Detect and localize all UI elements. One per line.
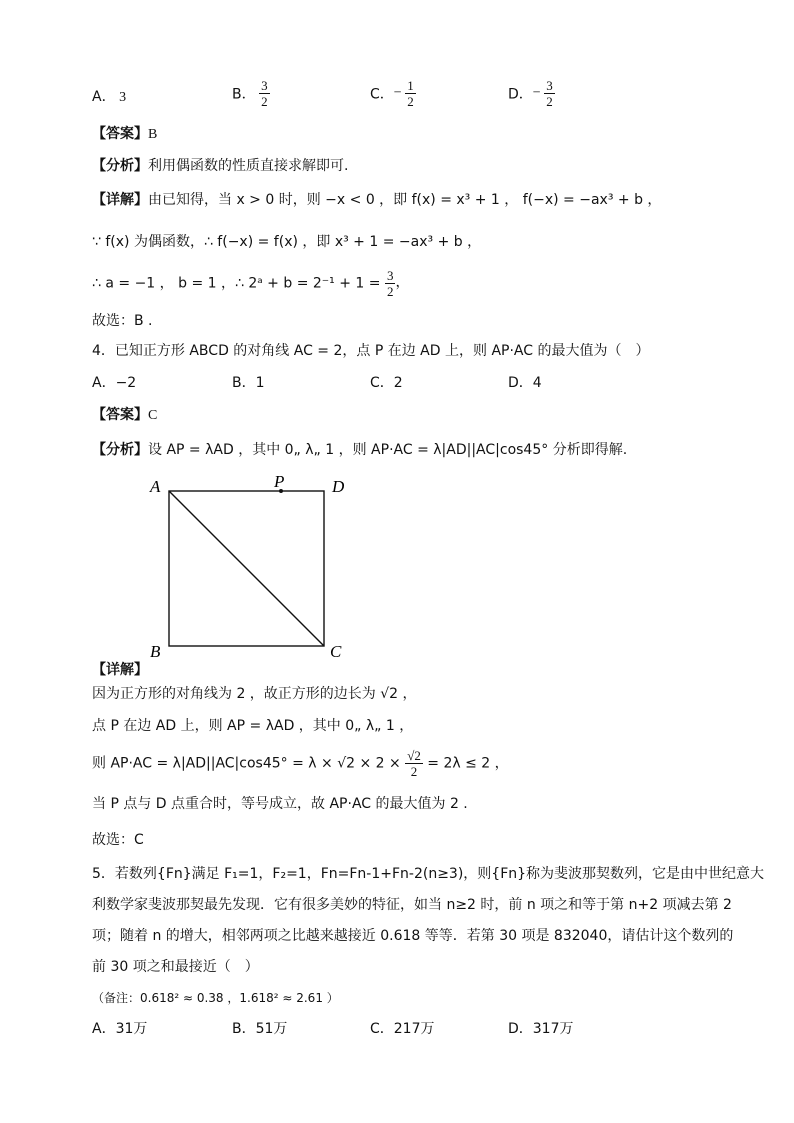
analysis-tag: 【分析】: [92, 442, 148, 458]
detail-tag: 【详解】: [92, 192, 148, 208]
q3-option-b: [232, 78, 270, 109]
answer-value: B: [148, 127, 158, 142]
q5-line2: [92, 895, 732, 916]
q3-choose: [92, 311, 153, 332]
question-text: 5．若数列{Fn}满足 F₁=1，F₂=1，Fn=Fn-1+Fn-2(n≥3)，则{Fn}称为斐波那契数列，它是由中世纪意大: [92, 866, 765, 882]
detail-text: 点 P 在边 AD 上，则 AP = λAD ，其中 0„ λ„ 1 ，: [92, 718, 414, 734]
question-text: 利数学家斐波那契最先发现．它有很多美妙的特征，如当 n≥2 时，前 n 项之和等于第 n+2 项减去第 2: [92, 897, 732, 913]
q3-answer: [92, 124, 157, 145]
choose-text: 故选：C: [92, 832, 144, 848]
detail-text: 则 AP·AC = λ|AD||AC|cos45° = λ × √2 × 2 ×: [92, 755, 406, 772]
q4-answer: [92, 405, 157, 426]
numerator: 3: [546, 78, 553, 93]
q3-detail-line1: [92, 190, 661, 211]
q4-detail-line2: [92, 716, 413, 737]
q4-stem: [92, 341, 649, 362]
detail-text: 由已知得，当 x > 0 时，则 −x < 0 ，即 f(x) = x³ + 1 ， f(−x) = −ax³ + b ，: [148, 192, 662, 208]
q4-choose: [92, 830, 144, 851]
question-stem: 4．已知正方形 ABCD 的对角线 AC = 2，点 P 在边 AD 上，则 AP·AC 的最大值为（ ）: [92, 343, 650, 359]
option-text: A．31万: [92, 1021, 148, 1037]
option-label: D．: [508, 86, 533, 103]
sign: −: [532, 85, 541, 101]
q3-analysis: [92, 156, 348, 177]
q4-option-c: [370, 372, 403, 392]
option-value: 3: [119, 90, 127, 105]
q5-option-d: [508, 1018, 574, 1038]
q3-detail-line2: [92, 232, 481, 253]
detail-text: 因为正方形的对角线为 2 ，故正方形的边长为 √2 ，: [92, 686, 417, 702]
fraction: [405, 748, 423, 779]
option-text: C．2: [370, 375, 403, 391]
numerator: 1: [407, 78, 414, 93]
q4-detail-line1: [92, 684, 417, 705]
q5-note: [92, 988, 339, 1009]
note-text: （备注：0.618² ≈ 0.38 ，1.618² ≈ 2.61 ）: [92, 991, 339, 1005]
fraction: [405, 78, 416, 109]
q4-detail-tag: [92, 660, 148, 681]
detail-text-end: = 2λ ≤ 2 ，: [422, 755, 509, 772]
option-text: B．51万: [232, 1021, 288, 1037]
diagonal-ac: [169, 491, 324, 646]
fraction: [259, 78, 270, 109]
q4-detail-line3: [92, 748, 509, 779]
option-text: D．317万: [508, 1021, 574, 1037]
answer-tag: 【答案】: [92, 126, 148, 142]
q4-detail-line4: [92, 794, 468, 815]
detail-text-end: ，: [395, 275, 410, 291]
option-label: C．: [370, 86, 394, 103]
q3-detail-line3: [92, 268, 409, 299]
label-d: D: [332, 477, 345, 496]
numerator: √2: [407, 748, 421, 763]
q5-option-b: [232, 1018, 287, 1038]
q5-option-a: [92, 1018, 147, 1038]
analysis-tag: 【分析】: [92, 158, 148, 174]
detail-tag: 【详解】: [92, 662, 148, 678]
denominator: 2: [261, 94, 268, 109]
q3-option-d: [508, 78, 555, 109]
option-text: C．217万: [370, 1021, 435, 1037]
option-label: B．: [232, 86, 256, 103]
option-text: D．4: [508, 375, 542, 391]
answer-tag: 【答案】: [92, 407, 148, 423]
detail-text: ∵ f(x) 为偶函数，∴ f(−x) = f(x) ，即 x³ + 1 = −ax³ + b ，: [92, 234, 482, 250]
label-p: P: [274, 472, 285, 491]
question-text: 前 30 项之和最接近（ ）: [92, 959, 259, 975]
fraction: [544, 78, 555, 109]
q5-option-c: [370, 1018, 435, 1038]
analysis-text: 利用偶函数的性质直接求解即可.: [148, 158, 349, 174]
option-text: A．−2: [92, 375, 137, 391]
q5-line1: [92, 864, 764, 885]
square-figure: [140, 470, 360, 670]
q3-option-c: [370, 78, 416, 109]
q4-option-d: [508, 372, 542, 392]
question-text: 项；随着 n 的增大，相邻两项之比越来越接近 0.618 等等．若第 30 项是 832040，请估计这个数列的: [92, 928, 734, 944]
q5-line4: [92, 957, 259, 978]
answer-value: C: [148, 408, 158, 423]
analysis-text: 设 AP = λAD ，其中 0„ λ„ 1 ，则 AP·AC = λ|AD||AC|cos45° 分析即得解.: [148, 442, 628, 458]
label-b: B: [150, 642, 161, 661]
q4-option-a: [92, 372, 136, 392]
q4-option-b: [232, 372, 265, 392]
fraction: [385, 268, 396, 299]
detail-text: ∴ a = −1 ， b = 1 ，∴ 2ᵃ + b = 2⁻¹ + 1 =: [92, 275, 385, 292]
q5-line3: [92, 926, 733, 947]
label-a: A: [150, 477, 161, 496]
numerator: 3: [386, 268, 394, 283]
denominator: 2: [546, 94, 553, 109]
q3-option-a: [92, 86, 126, 106]
denominator: 2: [386, 284, 394, 299]
numerator: 3: [261, 78, 268, 93]
denominator: 2: [410, 764, 418, 779]
option-text: B．1: [232, 375, 265, 391]
label-c: C: [330, 642, 342, 661]
detail-text: 当 P 点与 D 点重合时，等号成立，故 AP·AC 的最大值为 2 .: [92, 796, 468, 812]
choose-text: 故选：B .: [92, 313, 153, 329]
option-label: A．: [92, 89, 116, 105]
sign: −: [393, 85, 402, 101]
denominator: 2: [407, 94, 414, 109]
q4-analysis: [92, 440, 627, 461]
